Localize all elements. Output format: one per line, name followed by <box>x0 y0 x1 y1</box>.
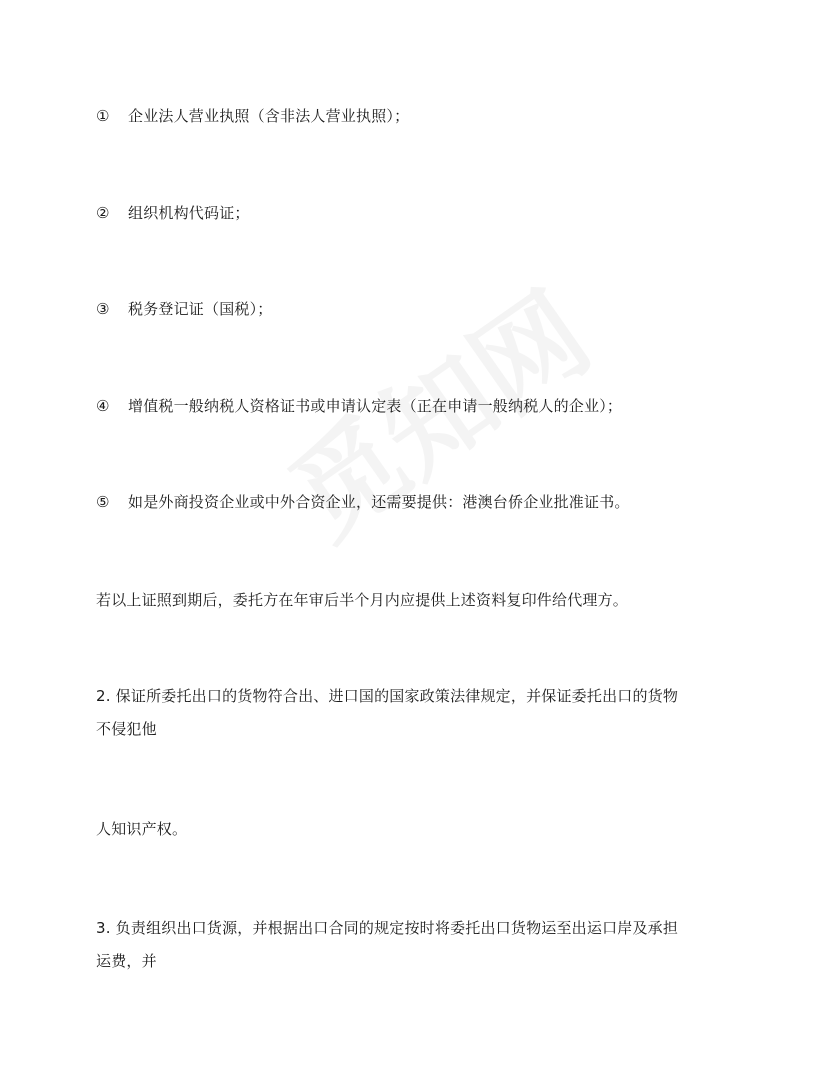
list-item-text: 组织机构代码证； <box>128 204 250 222</box>
paragraph-2-line-2: 不侵犯他 <box>96 720 157 738</box>
paragraph-3-line-2: 运费，并 <box>96 952 157 970</box>
list-item <box>96 106 409 126</box>
list-item-text: 税务登记证（国税）； <box>128 300 273 318</box>
list-item-number: ② <box>96 204 110 222</box>
list-item-number: ① <box>96 107 110 125</box>
list-item <box>96 396 622 416</box>
list-item-number: ③ <box>96 300 110 318</box>
list-item-text: 增值税一般纳税人资格证书或申请认定表（正在申请一般纳税人的企业）； <box>128 397 623 415</box>
list-item <box>96 492 630 512</box>
list-item-text: 企业法人营业执照（含非法人营业执照）； <box>128 107 410 125</box>
list-item-number: ④ <box>96 397 110 415</box>
paragraph-3-line-1: 3. 负责组织出口货源，并根据出口合同的规定按时将委托出口货物运至出运口岸及承担 <box>96 919 679 937</box>
list-item <box>96 203 250 223</box>
list-item <box>96 299 273 319</box>
paragraph-2-line-3: 人知识产权。 <box>96 820 188 838</box>
list-item-number: ⑤ <box>96 493 110 511</box>
paragraph-2-line-1: 2. 保证所委托出口的货物符合出、进口国的国家政策法律规定，并保证委托出口的货物 <box>96 687 679 705</box>
list-item-text: 如是外商投资企业或中外合资企业，还需要提供：港澳台侨企业批准证书。 <box>128 493 630 511</box>
paragraph-renewal: 若以上证照到期后，委托方在年审后半个月内应提供上述资料复印件给代理方。 <box>96 591 629 609</box>
